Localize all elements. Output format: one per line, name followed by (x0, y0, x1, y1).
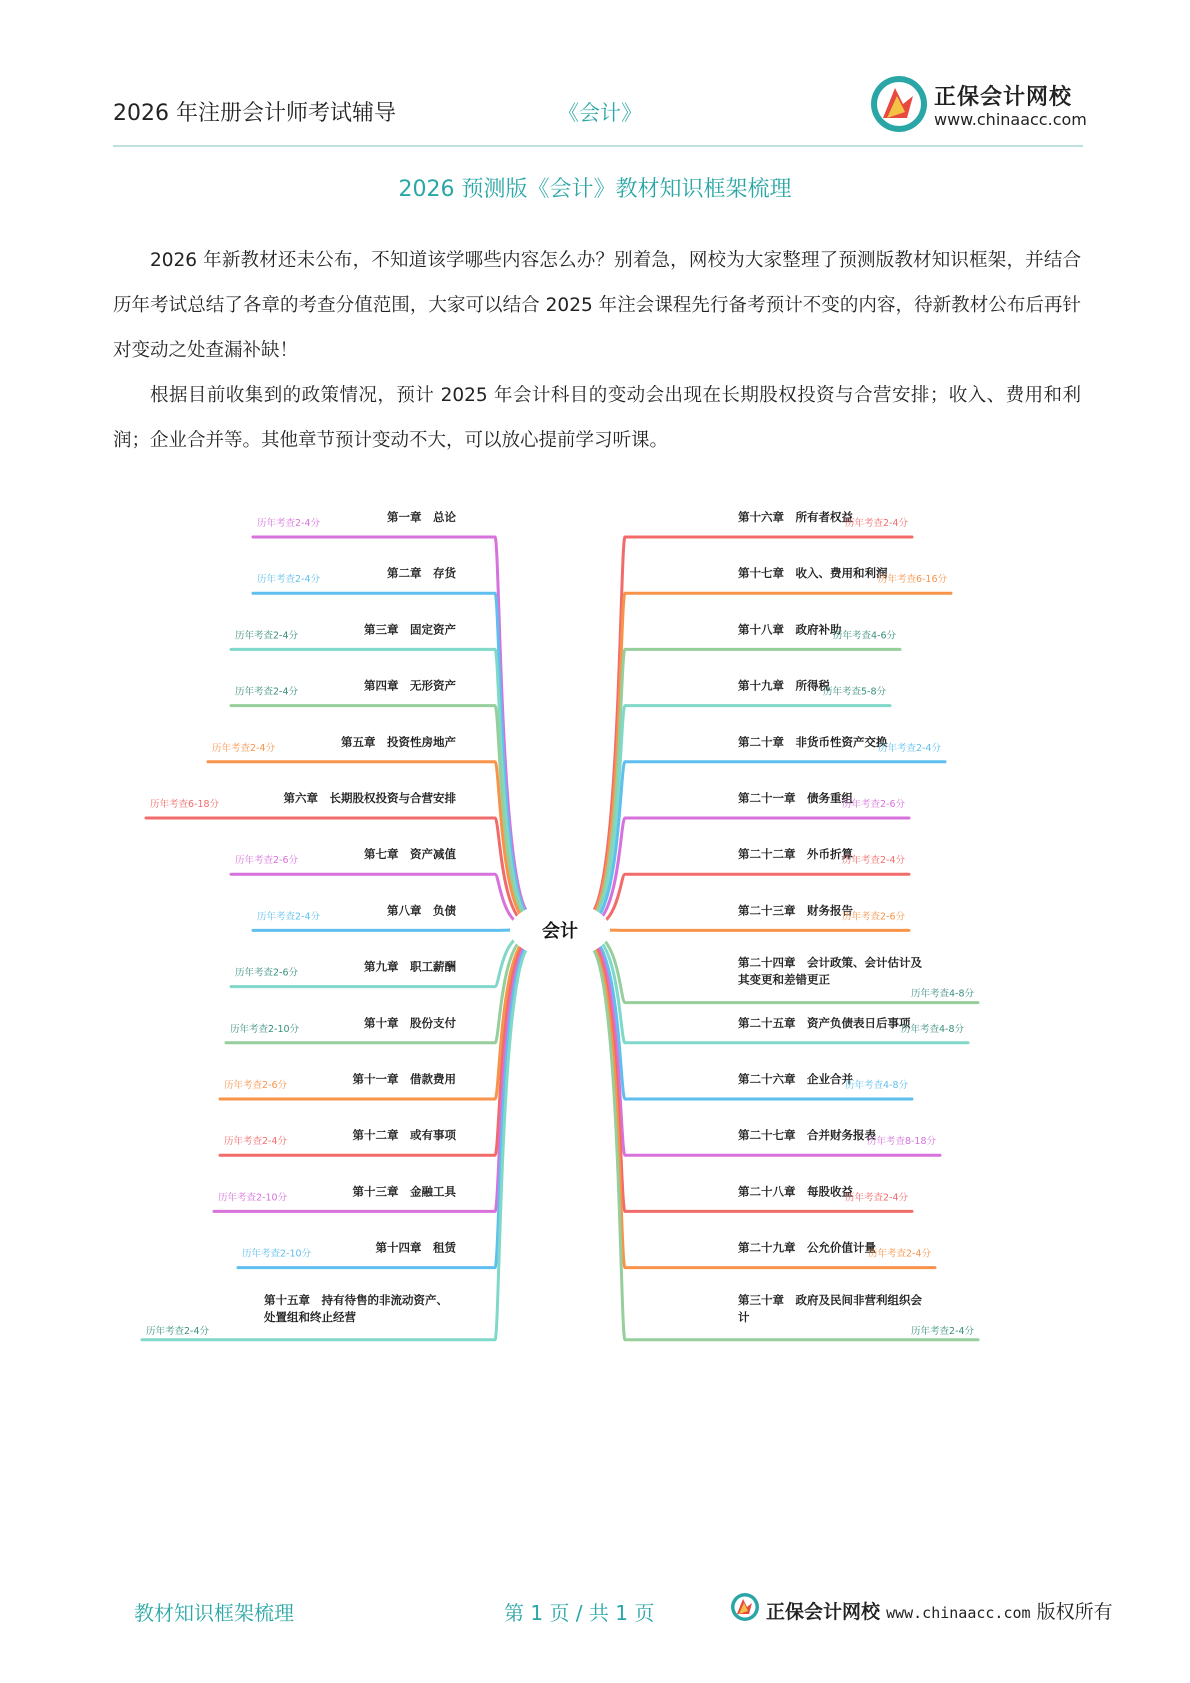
chapter-label-line2: 处置组和终止经营 (264, 1309, 356, 1324)
chapter-label: 第十七章 收入、费用和利润 (738, 566, 888, 581)
left-branch (238, 943, 532, 1267)
score-range-label: 历年考查6-18分 (150, 799, 220, 810)
left-branch (231, 932, 532, 986)
score-range-label: 历年考查4-8分 (844, 1080, 908, 1091)
chapter-label: 第十九章 所得税 (738, 678, 830, 693)
chapter-label: 第十二章 或有事项 (352, 1128, 456, 1143)
chapter-label: 第十章 股份支付 (364, 1015, 456, 1030)
footer-url: www.chinaacc.com (886, 1604, 1031, 1622)
score-range-label: 历年考查2-4分 (257, 911, 321, 923)
right-branch (588, 939, 940, 1155)
chapter-label: 第二十六章 企业合并 (738, 1072, 853, 1086)
chapter-label: 第十六章 所有者权益 (738, 510, 853, 524)
branch-line (208, 762, 532, 924)
chapter-label-line2: 其变更和差错更正 (738, 972, 830, 987)
score-range-label: 历年考查2-4分 (212, 742, 276, 754)
right-branch (588, 735, 945, 924)
chapter-label: 第二十七章 合并财务报表 (738, 1128, 876, 1143)
chapter-label: 第二十四章 会计政策、会计估计及 (738, 955, 922, 970)
score-range-label: 历年考查2-6分 (235, 967, 299, 979)
score-range-label: 历年考查2-4分 (235, 630, 299, 642)
score-range-label: 历年考查8-18分 (866, 1136, 936, 1148)
chapter-label: 第五章 投资性房地产 (341, 734, 456, 749)
chapter-label: 第二十五章 资产负债表日后事项 (738, 1015, 911, 1030)
chapter-label: 第三十章 政府及民间非营利组织会 (738, 1292, 922, 1307)
footer-page-number: 第 1 页 / 共 1 页 (504, 1601, 655, 1625)
score-range-label: 历年考查4-8分 (900, 1023, 964, 1035)
score-range-label: 历年考查2-4分 (224, 1136, 288, 1148)
chapter-label: 第十一章 借款费用 (352, 1072, 456, 1086)
chapter-label: 第四章 无形资产 (364, 678, 456, 693)
branch-line (588, 943, 935, 1267)
score-range-label: 历年考查2-10分 (230, 1023, 300, 1035)
chapter-label: 第二十二章 外币折算 (738, 847, 853, 862)
score-range-label: 历年考查2-6分 (235, 855, 299, 867)
intro-paragraph-1: 2026 年新教材还未公布，不知道该学哪些内容怎么办？别着急，网校为大家整理了预测版教材知识框架，并结合历年考试总结了各章的考查分值范围，大家可以结合 2025 年注会课程先行备考预计不变的内容，待新教材公布后再针对变动之处查漏补缺！ (113, 250, 1081, 361)
logo-url: www.chinaacc.com (934, 110, 1087, 129)
branch-line (142, 945, 532, 1339)
score-range-label: 历年考查2-4分 (146, 1325, 210, 1337)
score-range-label: 历年考查2-4分 (257, 518, 321, 529)
score-range-label: 历年考查2-4分 (841, 855, 905, 867)
branch-line (588, 593, 951, 917)
chapter-label: 第十四章 租赁 (375, 1240, 456, 1255)
score-range-label: 历年考查2-6分 (224, 1080, 288, 1091)
right-branch (588, 943, 935, 1267)
footer-copyright (766, 1597, 1113, 1624)
header-title: 2026 年注册会计师考试辅导 (113, 101, 396, 126)
chapter-label: 第一章 总论 (387, 510, 456, 524)
left-branch (146, 791, 532, 926)
chapter-label: 第八章 负债 (387, 903, 456, 918)
score-range-label: 历年考查2-4分 (910, 1325, 974, 1337)
document-title: 2026 预测版《会计》教材知识框架梳理 (398, 177, 792, 202)
score-range-label: 历年考查2-4分 (844, 518, 908, 529)
score-range-label: 历年考查4-8分 (910, 988, 974, 1000)
branch-line (238, 943, 532, 1267)
score-range-label: 历年考查2-4分 (257, 574, 321, 586)
score-range-label: 历年考查5-8分 (822, 686, 886, 698)
root-label: 会计 (542, 921, 578, 942)
score-range-label: 历年考查6-16分 (877, 574, 947, 586)
footer-brand: 正保会计网校 (766, 1601, 881, 1623)
header-subject: 《会计》 (558, 101, 642, 125)
footer-rights: 版权所有 (1036, 1601, 1113, 1623)
left-branch (226, 934, 532, 1042)
chapter-label: 第二十三章 财务报告 (738, 903, 853, 918)
chapter-label: 第七章 资产减值 (364, 847, 456, 862)
chapter-label: 第十三章 金融工具 (352, 1184, 456, 1199)
chinaacc-small-logo-icon (730, 1592, 760, 1622)
chapter-label: 第十五章 持有待售的非流动资产、 (264, 1292, 448, 1307)
score-range-label: 历年考查2-4分 (867, 1248, 931, 1260)
score-range-label: 历年考查2-6分 (841, 799, 905, 810)
score-range-label: 历年考查2-6分 (841, 911, 905, 923)
footer-section-name: 教材知识框架梳理 (134, 1601, 294, 1625)
chapter-label: 第二章 存货 (387, 566, 456, 581)
branch-line (588, 762, 945, 924)
intro-paragraph-2: 根据目前收集到的政策情况，预计 2025 年会计科目的变动会出现在长期股权投资与合营安排；收入、费用和利润；企业合并等。其他章节预计变动不大，可以放心提前学习听课。 (113, 385, 1081, 451)
chapter-label: 第三章 固定资产 (364, 622, 456, 637)
score-range-label: 历年考查2-4分 (235, 686, 299, 698)
branch-line (588, 939, 940, 1155)
chapter-label: 第二十章 非货币性资产交换 (738, 734, 888, 749)
chapter-label: 第二十一章 债务重组 (738, 791, 853, 805)
logo-brand-name: 正保会计网校 (934, 85, 1073, 110)
score-range-label: 历年考查4-6分 (832, 630, 896, 642)
left-branch (253, 903, 532, 930)
score-range-label: 历年考查2-4分 (877, 742, 941, 754)
chapter-label: 第九章 职工薪酬 (364, 959, 456, 974)
right-branch (588, 932, 978, 1002)
chapter-label: 第十八章 政府补助 (738, 622, 842, 637)
chapter-label: 第二十九章 公允价值计量 (738, 1240, 876, 1255)
score-range-label: 历年考查2-10分 (242, 1248, 312, 1260)
branch-line (146, 818, 532, 926)
chapter-label: 第二十八章 每股收益 (738, 1184, 853, 1199)
score-range-label: 历年考查2-10分 (218, 1192, 288, 1204)
branch-line (253, 593, 532, 917)
right-branch (588, 903, 909, 930)
left-branch (142, 945, 532, 1339)
left-branch (208, 735, 532, 924)
chapter-label-line2: 计 (738, 1309, 750, 1324)
score-range-label: 历年考查2-4分 (844, 1192, 908, 1204)
chapter-label: 第六章 长期股权投资与合营安排 (283, 791, 456, 805)
